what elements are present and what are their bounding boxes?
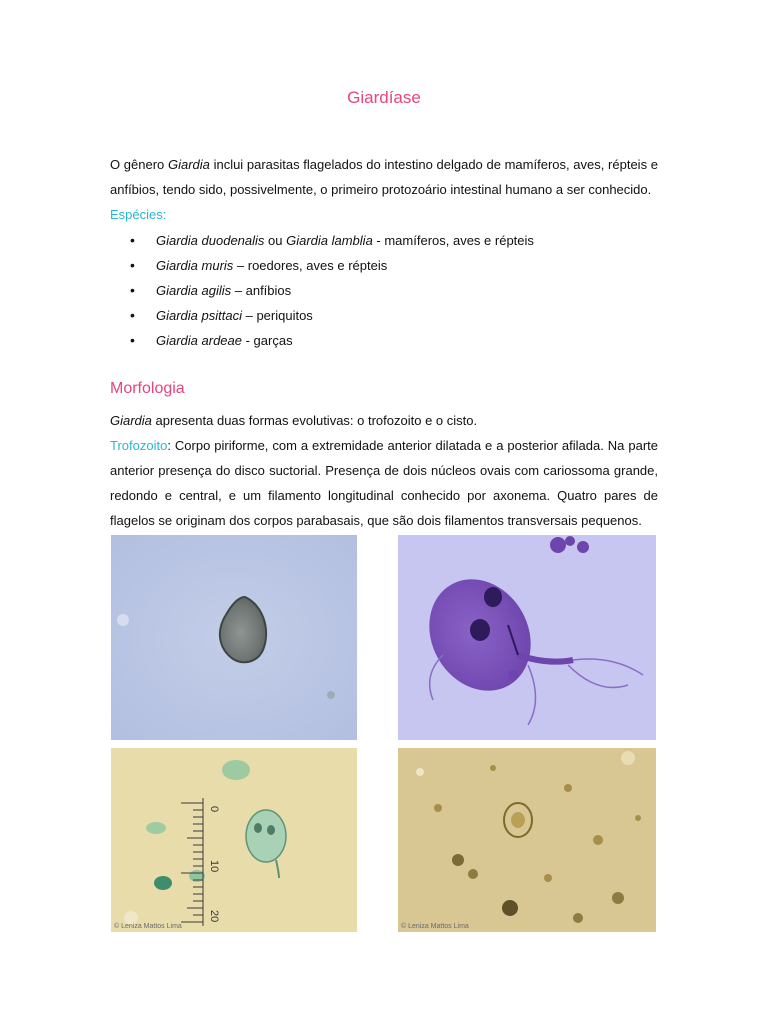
list-item: • Giardia duodenalis ou Giardia lamblia - mamíferos, aves e répteis	[110, 228, 534, 253]
trofozoito-label: Trofozoito	[110, 438, 168, 453]
species-heading: Espécies:	[110, 207, 167, 222]
micrograph-trophozoite-stained	[398, 535, 656, 740]
scale-label: 20	[208, 910, 220, 923]
scale-label: 10	[208, 860, 220, 873]
micrograph-trophozoite-unstained	[111, 535, 357, 740]
image-credit: © Leniza Mattos Lima	[401, 923, 469, 930]
section-heading-morfologia: Morfologia	[110, 380, 185, 397]
list-item: • Giardia psittaci – periquitos	[110, 303, 534, 328]
intro-paragraph: O gênero Giardia inclui parasitas flagelados do intestino delgado de mamíferos, aves, répteis e anfíbios, tendo sido, possivelmente, o primeiro protozoário intestinal humano a ser conhecido.	[110, 157, 658, 197]
list-item: • Giardia muris – roedores, aves e répteis	[110, 253, 534, 278]
trofozoito-paragraph: Trofozoito: Corpo piriforme, com a extremidade anterior dilatada e a posterior afilada. Na parte anterior presença do disco suctorial. Presença de dois núcleos ovais com cariossoma grande, redondo e central, e um filamento longitudinal conhecido por axonema. Quatro pares de flagelos se originam dos corpos parabasais, que são dois filamentos transversais pequenos.	[110, 438, 658, 528]
genus-name: Giardia	[167, 157, 210, 172]
page-title: Giardíase	[347, 88, 421, 107]
image-credit: © Leniza Mattos Lima	[114, 923, 182, 930]
species-list	[110, 228, 534, 353]
micrograph-trophozoite-scale	[111, 748, 357, 932]
list-item: • Giardia agilis – anfíbios	[110, 278, 534, 303]
list-item: • Giardia ardeae - garças	[110, 328, 534, 353]
scale-label: 0	[208, 806, 220, 813]
micrograph-cysts	[398, 748, 656, 932]
morfologia-intro: Giardia apresenta duas formas evolutivas: o trofozoito e o cisto.	[110, 413, 478, 428]
